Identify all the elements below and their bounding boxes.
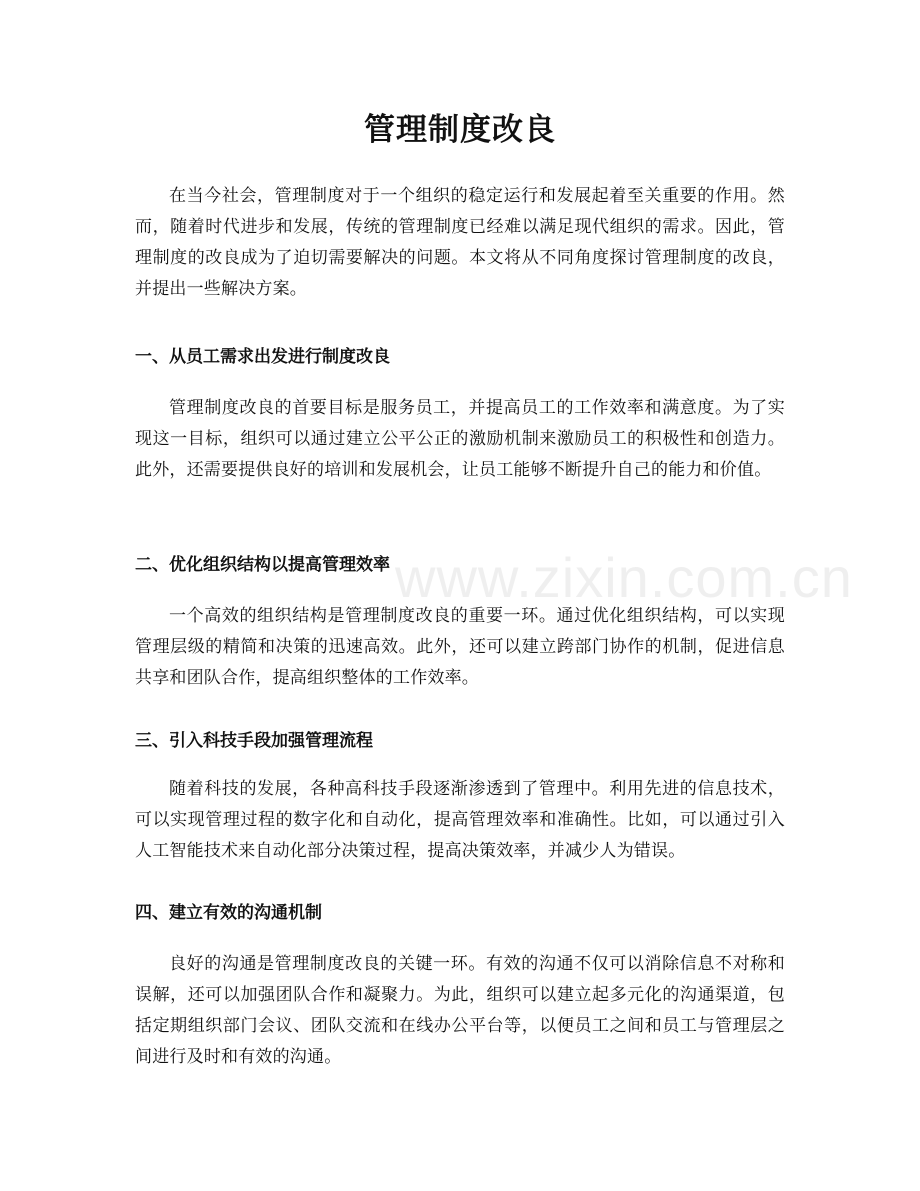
section-body-1: 管理制度改良的首要目标是服务员工，并提高员工的工作效率和满意度。为了实现这一目标，组织可以通过建立公平公正的激励机制来激励员工的积极性和创造力。此外，还需要提供良好的培训和发展机会，让员工能够不断提升自己的能力和价值。 (135, 398, 785, 480)
section-body-4: 良好的沟通是管理制度改良的关键一环。有效的沟通不仅可以消除信息不对称和误解，还可以加强团队合作和凝聚力。为此，组织可以建立起多元化的沟通渠道，包括定期组织部门会议、团队交流和在线办公平台等，以便员工之间和员工与管理层之间进行及时和有效的沟通。 (135, 954, 785, 1067)
section-heading-1: 一、从员工需求出发进行制度改良 (135, 347, 390, 367)
section-heading-3: 三、引入科技手段加强管理流程 (135, 731, 373, 751)
page-title: 管理制度改良 (364, 112, 556, 148)
section-body-2: 一个高效的组织结构是管理制度改良的重要一环。通过优化组织结构，可以实现管理层级的精简和决策的迅速高效。此外，还可以建立跨部门协作的机制，促进信息共享和团队合作，提高组织整体的工作效率。 (135, 606, 785, 688)
intro-paragraph: 在当今社会，管理制度对于一个组织的稳定运行和发展起着至关重要的作用。然而，随着时代进步和发展，传统的管理制度已经难以满足现代组织的需求。因此，管理制度的改良成为了迫切需要解决的问题。本文将从不同角度探讨管理制度的改良，并提出一些解决方案。 (135, 186, 785, 299)
section-heading-4: 四、建立有效的沟通机制 (135, 903, 322, 923)
watermark: www.zixin.com.cn (395, 546, 853, 609)
section-heading-2: 二、优化组织结构以提高管理效率 (135, 555, 390, 575)
section-body-3: 随着科技的发展，各种高科技手段逐渐渗透到了管理中。利用先进的信息技术，可以实现管理过程的数字化和自动化，提高管理效率和准确性。比如，可以通过引入人工智能技术来自动化部分决策过程，提高决策效率，并减少人为错误。 (135, 779, 785, 861)
